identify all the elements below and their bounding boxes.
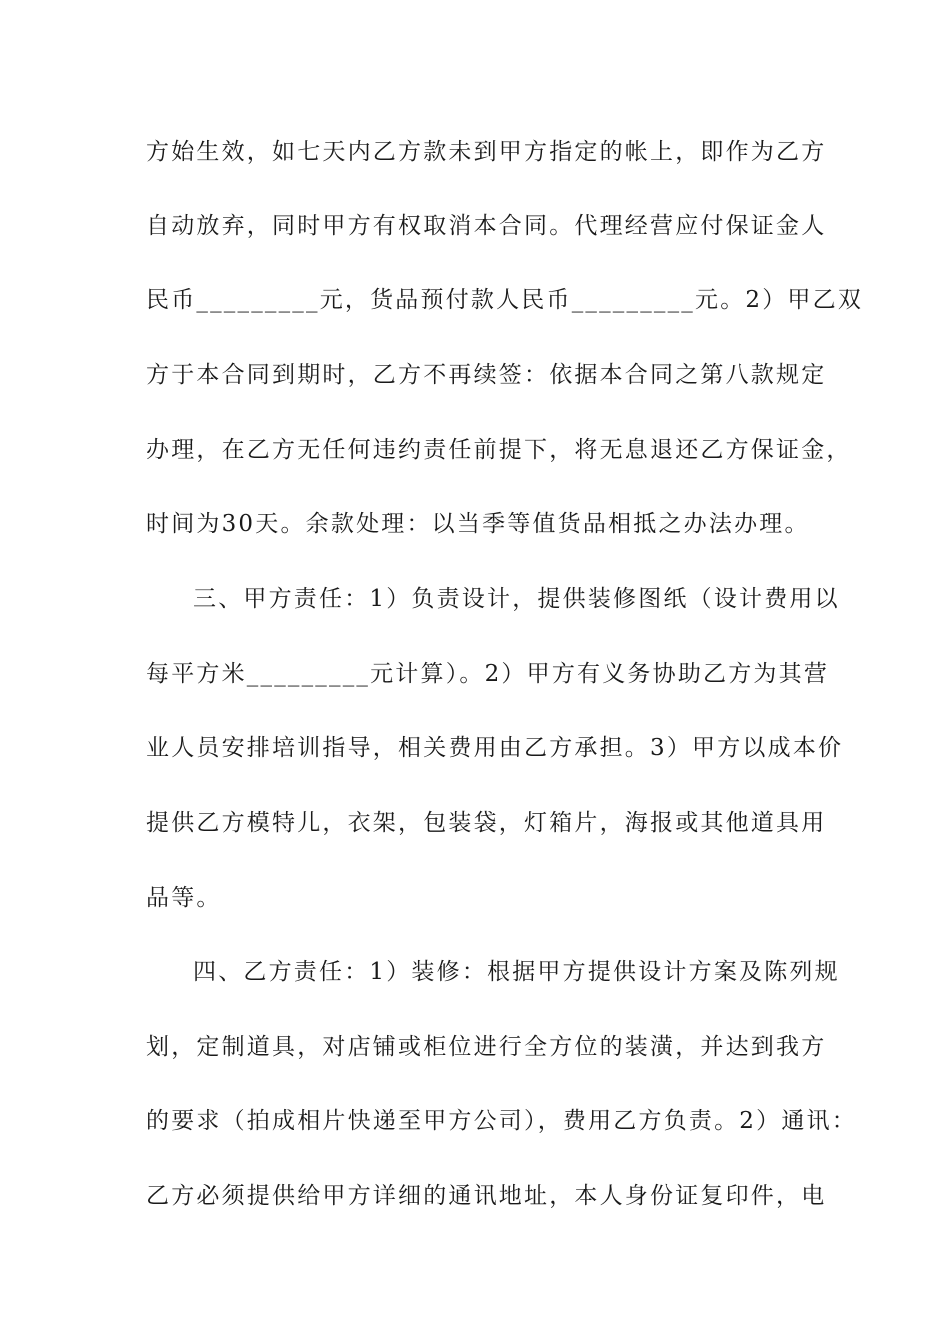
text-line: 时间为30天。余款处理：以当季等值货品相抵之办法办理。 bbox=[146, 511, 810, 537]
section-heading-line: 四、乙方责任：1）装修：根据甲方提供设计方案及陈列规 bbox=[193, 959, 840, 985]
text-line: 每平方米_________元计算）。2）甲方有义务协助乙方为其营 bbox=[146, 661, 830, 687]
text-line: 划，定制道具，对店铺或柜位进行全方位的装潢，并达到我方 bbox=[146, 1034, 827, 1060]
text-line: 提供乙方模特儿，衣架，包装袋，灯箱片，海报或其他道具用 bbox=[146, 810, 827, 836]
text-line: 品等。 bbox=[146, 885, 222, 911]
text-line: 自动放弃，同时甲方有权取消本合同。代理经营应付保证金人 bbox=[146, 213, 827, 239]
text-line: 民币_________元，货品预付款人民币_________元。2）甲乙双 bbox=[146, 287, 864, 313]
text-line: 业人员安排培训指导，相关费用由乙方承担。3）甲方以成本价 bbox=[146, 735, 844, 761]
text-line: 的要求（拍成相片快递至甲方公司），费用乙方负责。2）通讯： bbox=[146, 1108, 857, 1134]
text-line: 方于本合同到期时，乙方不再续签：依据本合同之第八款规定 bbox=[146, 362, 827, 388]
text-line: 方始生效，如七天内乙方款未到甲方指定的帐上，即作为乙方 bbox=[146, 139, 827, 165]
text-line: 办理，在乙方无任何违约责任前提下，将无息退还乙方保证金， bbox=[146, 437, 852, 463]
text-line: 乙方必须提供给甲方详细的通讯地址，本人身份证复印件，电 bbox=[146, 1183, 827, 1209]
section-heading-line: 三、甲方责任：1）负责设计，提供装修图纸（设计费用以 bbox=[193, 586, 840, 612]
